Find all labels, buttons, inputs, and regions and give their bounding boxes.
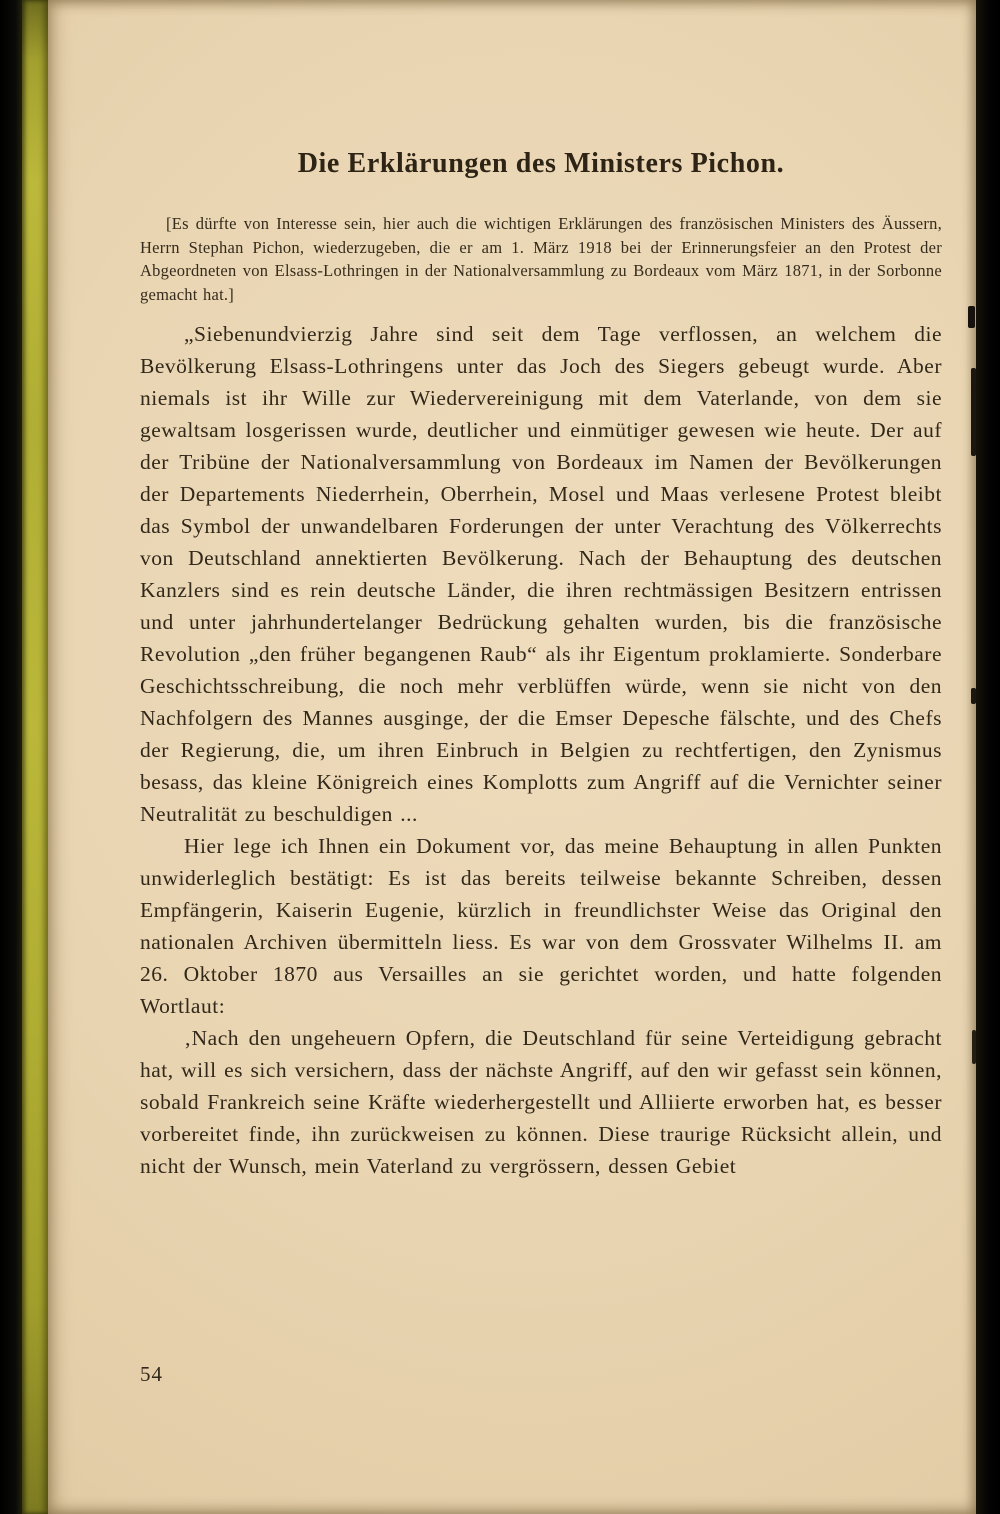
editorial-note: [Es dürfte von Interesse sein, hier auch die wichtigen Erklärungen des französischen Ministers des Äussern, Herrn Stephan Pichon, wiederzugeben, die er am 1. März 1918 bei der Erinnerungsfeier an den Protest der Abgeordneten von Elsass-Lothringen in der Nationalversammlung zu Bordeaux vom März 1871, in der Sorbonne gemacht hat.]: [140, 214, 942, 304]
body-paragraph-3: ‚Nach den ungeheuern Opfern, die Deutschland für seine Verteidigung gebracht hat, will es sich versichern, dass der nächste Angriff, auf den wir gefasst sein können, sobald Frankreich seine Kräfte wiederhergestellt und Alliierte erworben hat, es besser vorbereitet finde, ihn zurückweisen zu können. Diese traurige Rücksicht allein, und nicht der Wunsch, mein Vaterland zu vergrössern, dessen Gebiet: [140, 1026, 942, 1178]
body-paragraph-2: Hier lege ich Ihnen ein Dokument vor, das meine Behauptung in allen Punkten unwiderleglich bestätigt: Es ist das bereits teilweise bekannte Schreiben, dessen Empfängerin, Kaiserin Eugenie, kürzlich in freundlichster Weise das Original den nationalen Archiven übermitteln liess. Es war von dem Grossvater Wilhelms II. am 26. Oktober 1870 aus Versailles an sie gerichtet worden, und hatte folgenden Wortlaut:: [140, 834, 942, 1018]
paper-page: [48, 0, 976, 1514]
edge-ink-mark: [968, 306, 975, 328]
text-block: [140, 148, 942, 1182]
book-binding-strip: [22, 0, 48, 1514]
body-paragraph-1: „Siebenundvierzig Jahre sind seit dem Tage verflossen, an welchem die Bevölkerung Elsass-Lothringens unter das Joch des Siegers gebeugt wurde. Aber niemals ist ihr Wille zur Wiedervereinigung mit dem Vaterlande, von dem sie gewaltsam losgerissen wurde, deutlicher und einmütiger gewesen wie heute. Der auf der Tribüne der Nationalversammlung von Bordeaux im Namen der Bevölkerungen der Departements Niederrhein, Oberrhein, Mosel und Maas verlesene Protest bleibt das Symbol der unwandelbaren Forderungen der unter Verachtung des Völkerrechts von Deutschland annektierten Bevölkerung. Nach der Behauptung des deutschen Kanzlers sind es rein deutsche Länder, die ihren rechtmässigen Besitzern entrissen und unter jahrhundertelanger Bedrückung gehalten wurden, bis die französische Revolution „den früher begangenen Raub“ als ihr Eigentum proklamierte. Sonderbare Geschichtsschreibung, die noch mehr verblüffen würde, wenn sie nicht von den Nachfolgern des Mannes ausginge, der die Emser Depesche fälschte, und des Chefs der Regierung, die, um ihren Einbruch in Belgien zu rechtfertigen, den Zynismus besass, das kleine Königreich eines Komplotts zum Angriff auf die Vernichter seiner Neutralität zu beschuldigen ...: [140, 322, 942, 826]
left-black-edge: [0, 0, 22, 1514]
page-number: 54: [140, 1362, 163, 1386]
right-black-edge: [976, 0, 1000, 1514]
page-title: Die Erklärungen des Ministers Pichon.: [297, 148, 785, 179]
